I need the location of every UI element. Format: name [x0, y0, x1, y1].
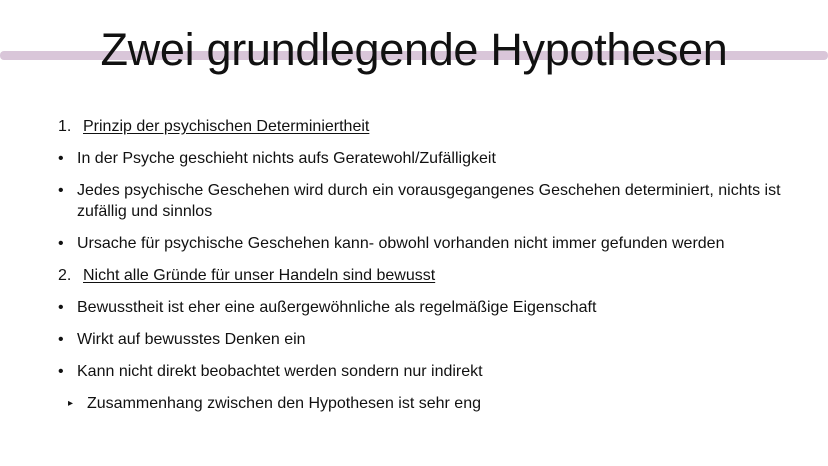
- list-item: [58, 361, 798, 382]
- bullet-icon: •: [58, 182, 64, 199]
- bullet-icon: •: [58, 299, 64, 316]
- list-item: [58, 233, 798, 254]
- list-item: [58, 148, 798, 169]
- slide-body: [58, 116, 798, 425]
- list-item: [58, 265, 798, 286]
- bullet-icon: •: [58, 363, 64, 380]
- list-number: 2.: [58, 267, 72, 284]
- list-item-text: Jedes psychische Geschehen wird durch ein vorausgegangenes Geschehen determiniert, nichts ist zufällig und sinnlos: [77, 182, 781, 220]
- list-item-text: Bewusstheit ist eher eine außergewöhnliche als regelmäßige Eigenschaft: [77, 299, 597, 316]
- list-item-text: Wirkt auf bewusstes Denken ein: [77, 331, 306, 348]
- list-item-text: Kann nicht direkt beobachtet werden sondern nur indirekt: [77, 363, 483, 380]
- list-item-text: Nicht alle Gründe für unser Handeln sind bewusst: [83, 267, 436, 284]
- bullet-icon: •: [58, 235, 64, 252]
- list-item: [58, 297, 798, 318]
- list-item: [58, 329, 798, 350]
- list-item: [58, 393, 798, 414]
- bullet-icon: •: [58, 150, 64, 167]
- slide-title: Zwei grundlegende Hypothesen: [100, 24, 728, 75]
- list-item: [58, 180, 798, 222]
- triangle-bullet-icon: ▸: [68, 398, 74, 409]
- list-item-text: Ursache für psychische Geschehen kann- obwohl vorhanden nicht immer gefunden werden: [77, 235, 725, 252]
- list-item-text: Zusammenhang zwischen den Hypothesen ist sehr eng: [87, 395, 481, 412]
- list-item-text: Prinzip der psychischen Determiniertheit: [83, 118, 370, 135]
- list-item: [58, 116, 798, 137]
- list-item-text: In der Psyche geschieht nichts aufs Geratewohl/Zufälligkeit: [77, 150, 496, 167]
- bullet-icon: •: [58, 331, 64, 348]
- list-number: 1.: [58, 118, 72, 135]
